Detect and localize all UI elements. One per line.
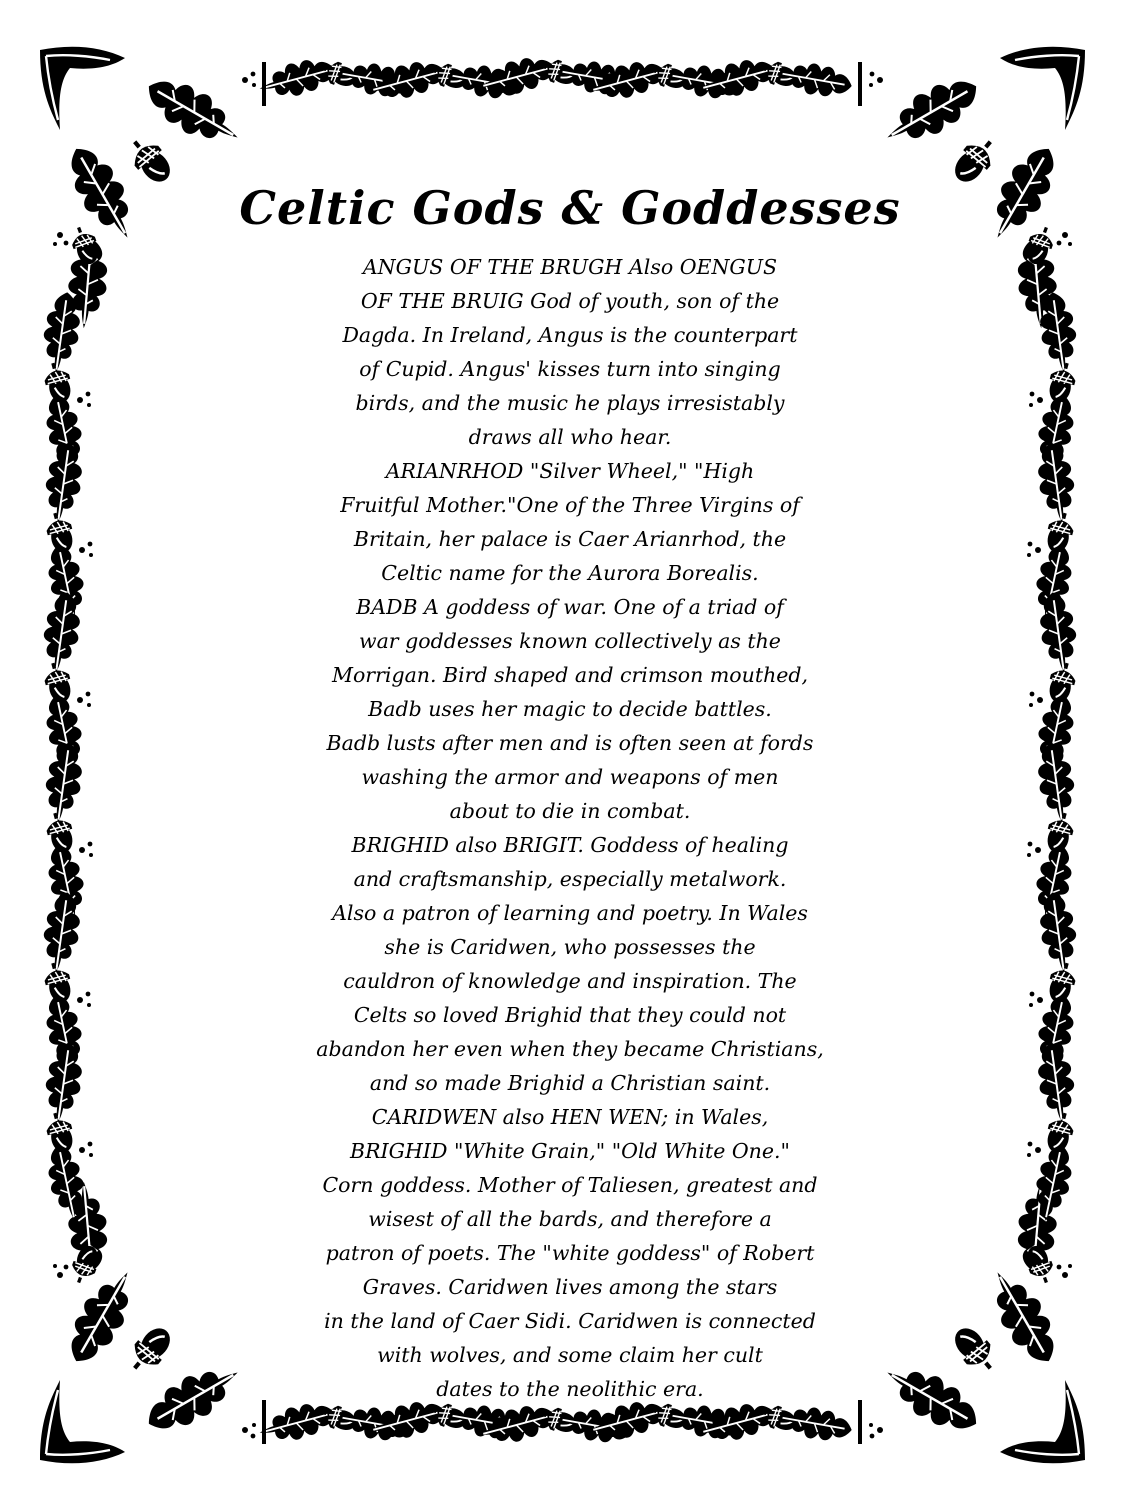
text-line: birds, and the music he plays irresistably [355, 391, 785, 415]
text-line: wisest of all the bards, and therefore a [368, 1207, 772, 1231]
text-line: draws all who hear. [468, 425, 672, 449]
text-line: Badb uses her magic to decide battles. [368, 697, 772, 721]
text-line: of Cupid. Angus' kisses turn into singing [359, 357, 781, 381]
border-right [1027, 290, 1081, 1224]
text-line: washing the armor and weapons of men [361, 765, 779, 789]
text-line: patron of poets. The "white goddess" of Robert [325, 1241, 815, 1265]
text-line: BRIGHID "White Grain," "Old White One." [350, 1139, 790, 1163]
text-line: BADB A goddess of war. One of a triad of [356, 595, 784, 619]
text-line: ANGUS OF THE BRUGH Also OENGUS [362, 255, 778, 279]
text-line: she is Caridwen, who possesses the [384, 935, 756, 959]
text-line: abandon her even when they became Christians, [316, 1037, 824, 1061]
text-line: Dagda. In Ireland, Angus is the counterpart [342, 323, 798, 347]
text-line: Fruitful Mother."One of the Three Virgins of [340, 493, 800, 517]
text-line: and craftsmanship, especially metalwork. [353, 867, 787, 891]
deity-descriptions [225, 250, 915, 1406]
text-line: OF THE BRUIG God of youth, son of the [360, 289, 780, 313]
border-top [255, 51, 862, 107]
text-line: Badb lusts after men and is often seen at fords [326, 731, 814, 755]
text-line: Celtic name for the Aurora Borealis. [381, 561, 759, 585]
text-line: Also a patron of learning and poetry. In Wales [332, 901, 808, 925]
text-line: dates to the neolithic era. [436, 1377, 704, 1401]
text-line: about to die in combat. [449, 799, 691, 823]
corner-bottom-left [40, 1180, 256, 1463]
text-line: Morrigan. Bird shaped and crimson mouthed, [331, 663, 809, 687]
text-line: with wolves, and some claim her cult [377, 1343, 763, 1367]
border-left [39, 290, 93, 1224]
text-line: CARIDWEN also HEN WEN; in Wales, [371, 1105, 769, 1129]
text-line: BRIGHID also BRIGIT. Goddess of healing [351, 833, 789, 857]
text-line: and so made Brighid a Christian saint. [369, 1071, 771, 1095]
page-title: Celtic Gods & Goddesses [239, 181, 901, 235]
text-line: Graves. Caridwen lives among the stars [362, 1275, 778, 1299]
text-line: in the land of Caer Sidi. Caridwen is connected [324, 1309, 816, 1333]
text-line: Celts so loved Brighid that they could not [353, 1003, 787, 1027]
text-line: ARIANRHOD "Silver Wheel," "High [385, 459, 755, 483]
text-line: Britain, her palace is Caer Arianrhod, the [353, 527, 787, 551]
text-line: war goddesses known collectively as the [359, 629, 781, 653]
text-line: Corn goddess. Mother of Taliesen, greatest and [322, 1173, 818, 1197]
text-line: cauldron of knowledge and inspiration. The [343, 969, 797, 993]
